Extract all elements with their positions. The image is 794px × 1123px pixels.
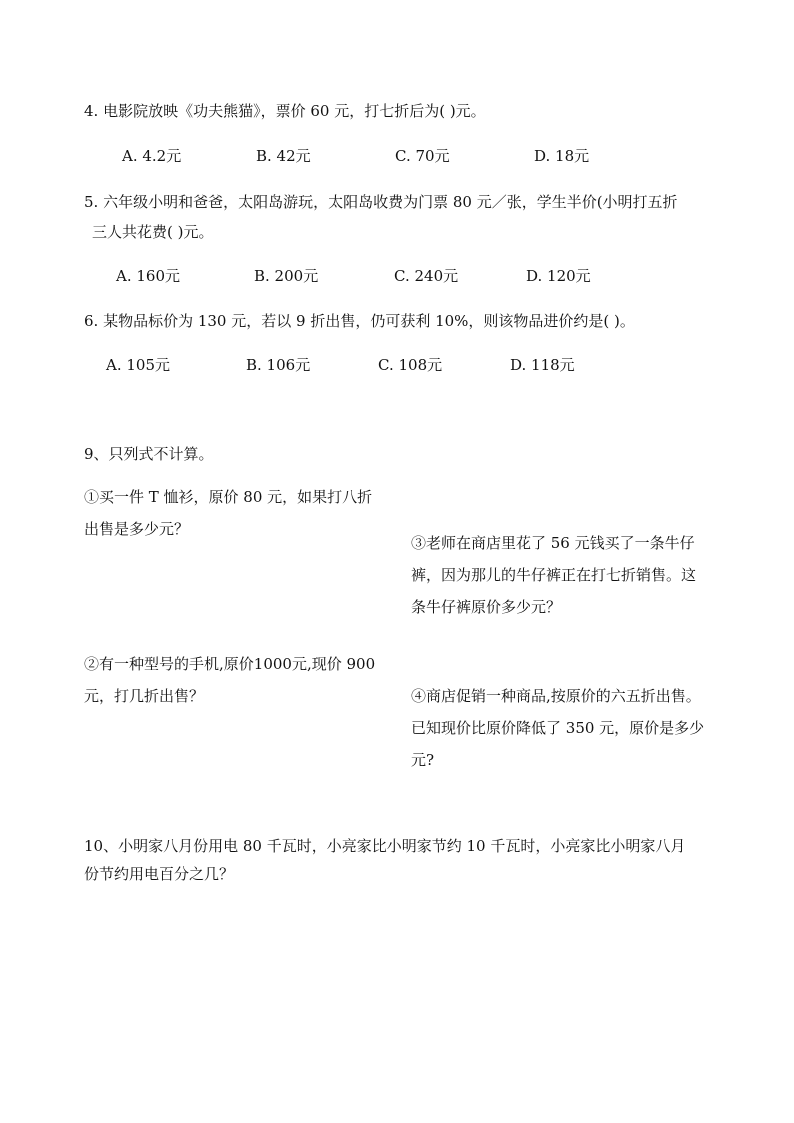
question-4-stem: 4. 电影院放映《功夫熊猫》，票价 60 元，打七折后为( )元。 [84, 102, 486, 120]
q4-option-b: B. 42元 [256, 147, 311, 165]
q9-problem-1-line-1: ①买一件 T 恤衫，原价 80 元，如果打八折 [84, 488, 373, 506]
q5-option-b: B. 200元 [254, 267, 319, 285]
q5-option-c: C. 240元 [394, 267, 459, 285]
q6-option-a: A. 105元 [106, 356, 170, 374]
question-10-line-2: 份节约用电百分之几？ [84, 865, 235, 883]
q9-problem-2-line-2: 元，打几折出售？ [84, 687, 205, 705]
q4-option-a: A. 4.2元 [122, 147, 182, 165]
q9-problem-4-line-3: 元? [411, 751, 435, 769]
q9-problem-1-line-2: 出售是多少元？ [84, 520, 190, 538]
question-9-title: 9、只列式不计算。 [84, 445, 214, 463]
q5-option-d: D. 120元 [526, 267, 591, 285]
q9-problem-3-line-2: 裤，因为那儿的牛仔裤正在打七折销售。这 [411, 566, 697, 584]
question-5-stem-line-1: 5. 六年级小明和爸爸，太阳岛游玩，太阳岛收费为门票 80 元／张，学生半价(小明打五折 [84, 193, 678, 211]
q6-option-c: C. 108元 [378, 356, 443, 374]
q6-option-b: B. 106元 [246, 356, 311, 374]
q9-problem-4-line-2: 已知现价比原价降低了 350 元，原价是多少 [411, 719, 705, 737]
q6-option-d: D. 118元 [510, 356, 575, 374]
q4-option-d: D. 18元 [534, 147, 590, 165]
question-6-stem: 6. 某物品标价为 130 元，若以 9 折出售，仍可获利 10%，则该物品进价约是( )。 [84, 312, 635, 330]
q5-option-a: A. 160元 [116, 267, 180, 285]
q9-problem-4-line-1: ④商店促销一种商品,按原价的六五折出售。 [411, 687, 701, 705]
question-10-line-1: 10、小明家八月份用电 80 千瓦时，小亮家比小明家节约 10 千瓦时，小亮家比小明家八月 [84, 837, 686, 855]
q9-problem-2-line-1: ②有一种型号的手机,原价1000元,现价 900 [84, 655, 376, 673]
q9-problem-3-line-1: ③老师在商店里花了 56 元钱买了一条牛仔 [411, 534, 695, 552]
q9-problem-3-line-3: 条牛仔裤原价多少元？ [411, 598, 562, 616]
q4-option-c: C. 70元 [395, 147, 450, 165]
question-5-stem-line-2: 三人共花费( )元。 [92, 223, 214, 241]
